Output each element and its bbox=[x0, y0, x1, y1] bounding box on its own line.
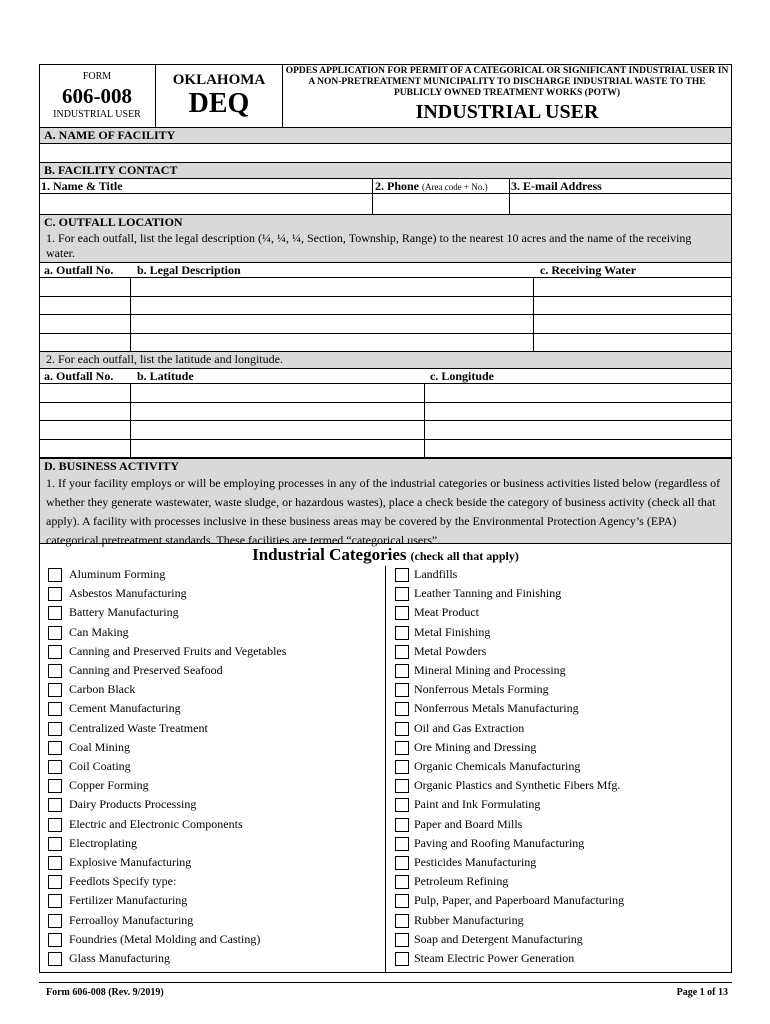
outfall-legal-input[interactable] bbox=[131, 315, 533, 333]
outfall-no-label-2: a. Outfall No. bbox=[44, 369, 114, 383]
category-checkbox[interactable] bbox=[395, 722, 409, 736]
category-label: Glass Manufacturing bbox=[69, 951, 170, 965]
outfall-latlon-input[interactable] bbox=[40, 421, 130, 439]
category-checkbox[interactable] bbox=[395, 875, 409, 889]
contact-name-label: 1. Name & Title bbox=[41, 179, 123, 193]
outfall-latlon-input[interactable] bbox=[131, 403, 424, 421]
category-checkbox[interactable] bbox=[395, 837, 409, 851]
categories-divider bbox=[385, 566, 386, 973]
category-checkbox[interactable] bbox=[48, 568, 62, 582]
outfall-latlon-input[interactable] bbox=[425, 403, 731, 421]
category-checkbox[interactable] bbox=[48, 683, 62, 697]
category-label: Can Making bbox=[69, 624, 129, 639]
footer-page: Page 1 of 13 bbox=[676, 987, 728, 998]
section-a-heading: A. NAME OF FACILITY bbox=[44, 128, 176, 142]
category-checkbox[interactable] bbox=[395, 818, 409, 832]
outfall-instruction-2: 2. For each outfall, list the latitude and longitude. bbox=[46, 352, 283, 366]
category-label: Cement Manufacturing bbox=[69, 701, 181, 716]
category-checkbox[interactable] bbox=[395, 952, 409, 966]
category-checkbox[interactable] bbox=[48, 722, 62, 736]
outfall-latlon-input[interactable] bbox=[131, 421, 424, 439]
category-label: Copper Forming bbox=[69, 778, 149, 793]
category-checkbox[interactable] bbox=[395, 856, 409, 870]
category-checkbox[interactable] bbox=[48, 760, 62, 774]
category-checkbox[interactable] bbox=[48, 587, 62, 601]
latitude-label: b. Latitude bbox=[137, 369, 194, 383]
category-label: Paving and Roofing Manufacturing bbox=[414, 835, 585, 850]
receiving-water-label: c. Receiving Water bbox=[540, 263, 637, 277]
category-label: Electric and Electronic Components bbox=[69, 816, 243, 831]
category-label: Canning and Preserved Fruits and Vegetables bbox=[69, 643, 287, 658]
category-label: Fertilizer Manufacturing bbox=[69, 893, 188, 908]
category-label: Meat Product bbox=[414, 605, 479, 620]
category-label: Canning and Preserved Seafood bbox=[69, 663, 223, 677]
outfall-legal-input[interactable] bbox=[534, 315, 731, 333]
category-label: Paint and Ink Formulating bbox=[414, 797, 541, 812]
state-name: OKLAHOMA bbox=[172, 72, 266, 88]
category-checkbox[interactable] bbox=[48, 952, 62, 966]
categories-title-text: Industrial Categories bbox=[252, 545, 407, 564]
category-label: Carbon Black bbox=[69, 682, 136, 697]
category-label: Organic Chemicals Manufacturing bbox=[414, 759, 581, 773]
category-label: Landfills bbox=[414, 567, 458, 581]
category-checkbox[interactable] bbox=[395, 798, 409, 812]
category-label: Oil and Gas Extraction bbox=[414, 720, 525, 735]
categories-hint: (check all that apply) bbox=[410, 549, 519, 563]
category-label: Organic Plastics and Synthetic Fibers Mfg. bbox=[414, 778, 621, 793]
contact-phone-label bbox=[375, 179, 488, 194]
category-label: Paper and Board Mills bbox=[414, 816, 523, 831]
outfall-latlon-input[interactable] bbox=[40, 384, 130, 402]
longitude-label: c. Longitude bbox=[430, 369, 495, 383]
category-label: Metal Powders bbox=[414, 643, 487, 658]
section-c-heading: C. OUTFALL LOCATION bbox=[44, 215, 183, 229]
section-b-heading: B. FACILITY CONTACT bbox=[44, 163, 178, 177]
category-checkbox[interactable] bbox=[395, 568, 409, 582]
category-checkbox[interactable] bbox=[48, 606, 62, 620]
category-label: Electroplating bbox=[69, 835, 137, 850]
category-label: Nonferrous Metals Manufacturing bbox=[414, 701, 579, 716]
category-label: Pulp, Paper, and Paperboard Manufacturing bbox=[414, 893, 625, 908]
footer-rule bbox=[39, 982, 732, 983]
outfall-legal-input[interactable] bbox=[534, 297, 731, 315]
category-checkbox[interactable] bbox=[48, 818, 62, 832]
category-label: Metal Finishing bbox=[414, 624, 491, 639]
category-checkbox[interactable] bbox=[48, 645, 62, 659]
outfall-legal-input[interactable] bbox=[131, 297, 533, 315]
outfall-legal-input[interactable] bbox=[131, 278, 533, 296]
category-checkbox[interactable] bbox=[395, 626, 409, 640]
outfall-latlon-input[interactable] bbox=[425, 384, 731, 402]
category-checkbox[interactable] bbox=[48, 626, 62, 640]
category-checkbox[interactable] bbox=[395, 894, 409, 908]
agency-divider bbox=[282, 64, 283, 128]
category-label: Asbestos Manufacturing bbox=[69, 586, 187, 601]
category-checkbox[interactable] bbox=[395, 741, 409, 755]
form-type: INDUSTRIAL USER bbox=[53, 109, 141, 120]
category-label: Centralized Waste Treatment bbox=[69, 720, 208, 735]
category-label: Rubber Manufacturing bbox=[414, 912, 524, 927]
contact-email-label: 3. E-mail Address bbox=[511, 179, 602, 193]
section-d-heading: D. BUSINESS ACTIVITY bbox=[44, 459, 180, 473]
category-checkbox[interactable] bbox=[395, 779, 409, 793]
phone-hint: (Area code + No.) bbox=[422, 182, 488, 192]
outfall-latlon-input[interactable] bbox=[425, 440, 731, 458]
category-checkbox[interactable] bbox=[48, 664, 62, 678]
category-checkbox[interactable] bbox=[395, 664, 409, 678]
outfall-legal-input[interactable] bbox=[534, 334, 731, 352]
outfall-instruction-1: 1. For each outfall, list the legal description (¼, ¼, ¼, Section, Township, Range) to the nearest 10 acres and the name of the receiving water. bbox=[46, 231, 692, 260]
outfall-legal-input[interactable] bbox=[40, 315, 130, 333]
facility-name-input[interactable] bbox=[40, 144, 731, 162]
category-label: Petroleum Refining bbox=[414, 874, 509, 889]
outfall-legal-input[interactable] bbox=[40, 334, 130, 352]
outfall-legal-input[interactable] bbox=[40, 297, 130, 315]
category-checkbox[interactable] bbox=[48, 894, 62, 908]
category-checkbox[interactable] bbox=[395, 933, 409, 947]
business-instruction: 1. If your facility employs or will be employing processes in any of the industrial categories or business activities listed below (regardless of whether they generate wastewater, waste sludge, or hazardous wastes), place a check beside the category of business activity (check all that apply). A facility with processes inclusive in these business areas may be covered by the Environmental Protection Agency’s (EPA) categorical pretreatment standards. These facilities are termed “categorical users”. bbox=[46, 476, 721, 547]
application-title: OPDES APPLICATION FOR PERMIT OF A CATEGORICAL OR SIGNIFICANT INDUSTRIAL USER IN A NON-PRETREATMENT MUNICIPALITY TO DISCHARGE INDUSTRIAL WASTE TO THE PUBLICLY OWNED TREATMENT WORKS (POTW) bbox=[285, 66, 729, 98]
category-checkbox[interactable] bbox=[48, 798, 62, 812]
category-checkbox[interactable] bbox=[48, 933, 62, 947]
outfall-legal-input[interactable] bbox=[131, 334, 533, 352]
category-checkbox[interactable] bbox=[48, 779, 62, 793]
category-label: Nonferrous Metals Forming bbox=[414, 682, 549, 697]
category-checkbox[interactable] bbox=[395, 645, 409, 659]
category-checkbox[interactable] bbox=[48, 856, 62, 870]
category-checkbox[interactable] bbox=[48, 837, 62, 851]
outfall-latlon-input[interactable] bbox=[425, 421, 731, 439]
category-label: Aluminum Forming bbox=[69, 567, 166, 581]
category-label: Ferroalloy Manufacturing bbox=[69, 912, 194, 927]
category-label: Foundries (Metal Molding and Casting) bbox=[69, 931, 261, 946]
category-checkbox[interactable] bbox=[395, 760, 409, 774]
form-number: 606-008 bbox=[62, 84, 132, 108]
footer-form-rev: Form 606-008 (Rev. 9/2019) bbox=[46, 987, 164, 998]
category-label: Feedlots Specify type: bbox=[69, 874, 177, 889]
category-label: Coal Mining bbox=[69, 739, 131, 754]
contact-email-input[interactable] bbox=[511, 194, 731, 214]
category-label: Pesticides Manufacturing bbox=[414, 855, 537, 869]
category-label: Mineral Mining and Processing bbox=[414, 663, 566, 677]
contact-name-input[interactable] bbox=[40, 194, 371, 214]
outfall-latlon-input[interactable] bbox=[131, 384, 424, 402]
form-label: FORM bbox=[82, 71, 112, 82]
category-checkbox[interactable] bbox=[395, 683, 409, 697]
category-checkbox[interactable] bbox=[395, 606, 409, 620]
category-checkbox[interactable] bbox=[395, 587, 409, 601]
outfall-legal-input[interactable] bbox=[534, 278, 731, 296]
category-label: Ore Mining and Dressing bbox=[414, 739, 537, 754]
outfall-legal-input[interactable] bbox=[40, 278, 130, 296]
category-checkbox[interactable] bbox=[48, 702, 62, 716]
contact-phone-input[interactable] bbox=[374, 194, 508, 214]
category-label: Battery Manufacturing bbox=[69, 605, 179, 620]
category-label: Dairy Products Processing bbox=[69, 797, 197, 812]
category-checkbox[interactable] bbox=[48, 741, 62, 755]
category-checkbox[interactable] bbox=[395, 702, 409, 716]
categories-title bbox=[39, 545, 732, 565]
outfall-latlon-input[interactable] bbox=[131, 440, 424, 458]
category-label: Leather Tanning and Finishing bbox=[414, 586, 562, 601]
outfall-no-label: a. Outfall No. bbox=[44, 263, 114, 277]
category-checkbox[interactable] bbox=[48, 914, 62, 928]
category-checkbox[interactable] bbox=[395, 914, 409, 928]
outfall-latlon-input[interactable] bbox=[40, 440, 130, 458]
category-label: Soap and Detergent Manufacturing bbox=[414, 931, 583, 946]
outfall-latlon-input[interactable] bbox=[40, 403, 130, 421]
main-title: INDUSTRIAL USER bbox=[415, 101, 599, 123]
category-label: Coil Coating bbox=[69, 759, 131, 773]
category-label: Steam Electric Power Generation bbox=[414, 951, 575, 965]
agency-name: DEQ bbox=[188, 88, 250, 119]
category-checkbox[interactable] bbox=[48, 875, 62, 889]
phone-label-text: 2. Phone bbox=[375, 179, 420, 193]
category-label: Explosive Manufacturing bbox=[69, 855, 192, 869]
legal-description-label: b. Legal Description bbox=[137, 263, 241, 277]
